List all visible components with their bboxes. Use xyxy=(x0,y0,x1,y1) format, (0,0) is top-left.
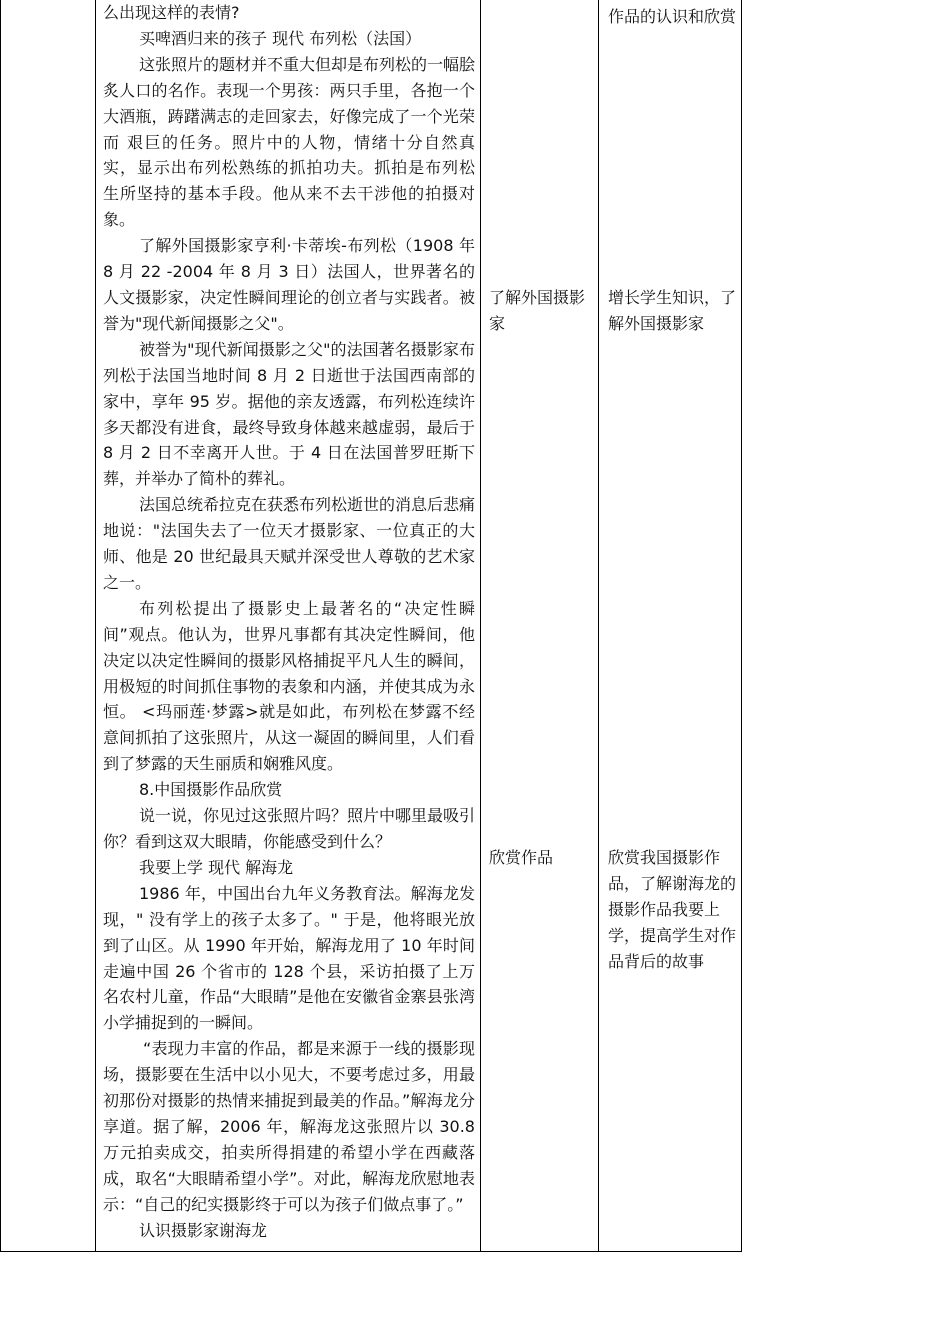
teaching-process-column xyxy=(103,0,475,1244)
section-heading: 8.中国摄影作品欣赏 xyxy=(139,780,283,800)
paragraph: 这张照片的题材并不重大但却是布列松的一幅脍炙人口的名作。表现一个男孩：两只手里，各抱一个大酒瓶，踌躇满志的走回家去，好像完成了一个光荣而 艰巨的任务。照片中的人物，情绪十分自然真实，显示出布列松熟练的抓拍功夫。抓拍是布列松 生所坚持的基本手段。他从来不去干涉他的拍摄对象。 xyxy=(103,54,476,230)
paragraph: 说一说，你见过这张照片吗？照片中哪里最吸引你？看到这双大眼睛，你能感受到什么？ xyxy=(103,806,476,851)
paragraph: 法国总统希拉克在获悉布列松逝世的消息后悲痛地说："法国失去了一位天才摄影家、一位真正的大师、他是 20 世纪最具天赋并深受世人尊敬的艺术家之一。 xyxy=(103,495,476,592)
paragraph: 么出现这样的表情? xyxy=(103,3,240,22)
work-title: 买啤酒归来的孩子 现代 布列松（法国） xyxy=(139,28,422,48)
paragraph: 1986 年，中国出台九年义务教育法。解海龙发现，" 没有学上的孩子太多了。" 于是，他将眼光放到了山区。从 1990 年开始，解海龙用了 10 年时间走遍中国 26 个省市的 128 个县，采访拍摄了上万名农村儿童，作品“大眼睛”是他在安徽省金寨县张湾小学捕捉到的一瞬间。 xyxy=(103,883,475,1033)
table-border-right xyxy=(741,0,742,1252)
student-activity-cell: 了解外国摄影家 xyxy=(489,288,586,333)
column-divider-2 xyxy=(480,0,481,1252)
paragraph: 布列松提出了摄影史上最著名的“决定性瞬间”观点。他认为，世界凡事都有其决定性瞬间，他决定以决定性瞬间的摄影风格捕捉平凡人生的瞬间，用极短的时间抓住事物的表象和内涵，并使其成为永恒。 <玛丽莲·梦露>就是如此，布列松在梦露不经意间抓拍了这张照片，从这一凝固的瞬间里，人们看到了梦露的天生丽质和娴雅风度。 xyxy=(103,598,475,774)
table-border-left xyxy=(0,0,1,1252)
design-intent-cell: 欣赏我国摄影作品，了解谢海龙的摄影作品我要上学，提高学生对作品背后的故事 xyxy=(608,848,737,971)
column-divider-1 xyxy=(95,0,96,1252)
paragraph: “表现力丰富的作品，都是来源于一线的摄影现场，摄影要在生活中以小见大，不要考虑过多，用最初那份对摄影的热情来捕捉到最美的作品。”解海龙分享道。据了解，2006 年，解海龙这张照片以 30.8 万元拍卖成交，拍卖所得捐建的希望小学在西藏落成，取名“大眼睛希望小学”。对此，解海龙欣慰地表示：“自己的纪实摄影终于可以为孩子们做点事了。” xyxy=(103,1039,475,1214)
design-intent-cell: 作品的认识和欣赏 xyxy=(608,7,737,26)
paragraph: 认识摄影家谢海龙 xyxy=(139,1220,268,1240)
student-activity-cell: 欣赏作品 xyxy=(489,848,554,867)
paragraph: 被誉为"现代新闻摄影之父"的法国著名摄影家布列松于法国当地时间 8 月 2 日逝世于法国西南部的家中，享年 95 岁。据他的亲友透露，布列松连续许多天都没有进食，最终导致身体越来越虚弱，最后于 8 月 2 日不幸离开人世。于 4 日在法国普罗旺斯下葬，并举办了简朴的葬礼。 xyxy=(103,339,475,489)
design-intent-cell: 增长学生知识，了解外国摄影家 xyxy=(608,288,737,333)
work-title: 我要上学 现代 解海龙 xyxy=(139,857,294,877)
table-border-bottom xyxy=(0,1251,742,1252)
column-divider-3 xyxy=(598,0,599,1252)
paragraph: 了解外国摄影家亨利·卡蒂埃-布列松（1908 年 8 月 22 -2004 年 8 月 3 日）法国人，世界著名的人文摄影家，决定性瞬间理论的创立者与实践者。被誉为"现代新闻摄影之父"。 xyxy=(103,236,475,333)
